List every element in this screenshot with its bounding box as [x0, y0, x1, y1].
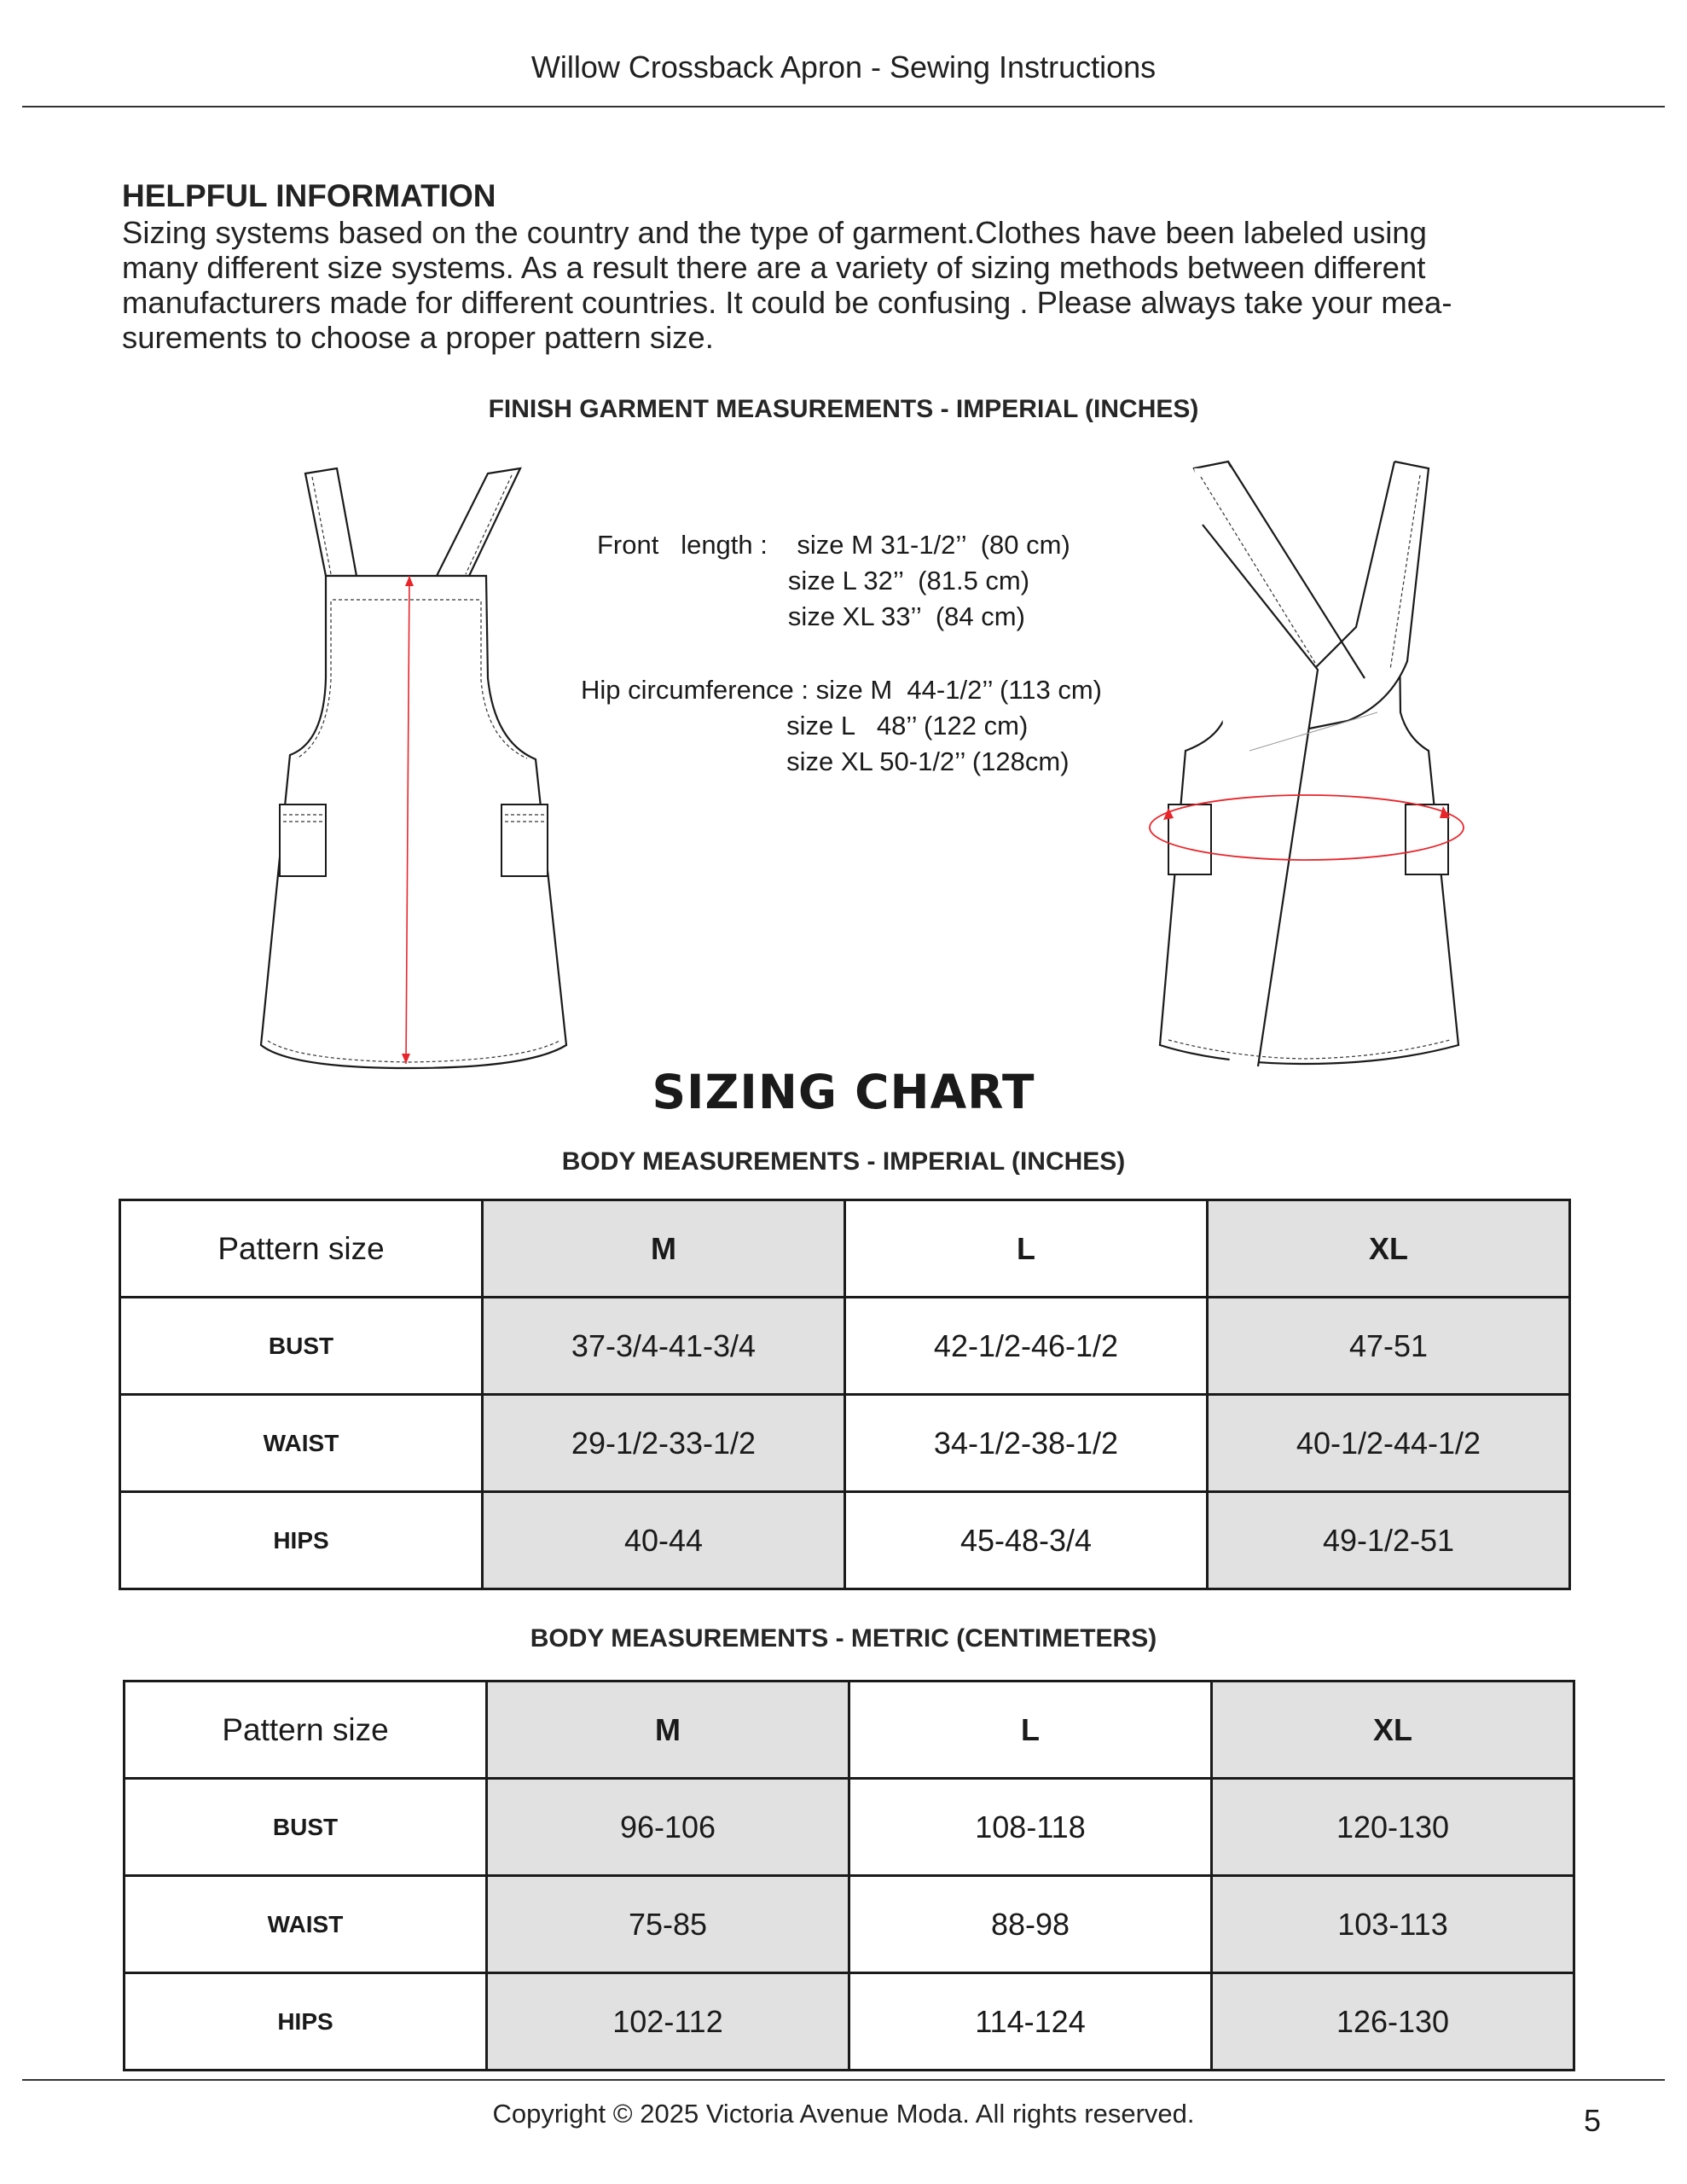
table-cell: 49-1/2-51 [1208, 1492, 1570, 1589]
document-header-title: Willow Crossback Apron - Sewing Instructions [530, 49, 1157, 84]
table-header-cell: M [483, 1200, 845, 1298]
table-cell: 47-51 [1208, 1298, 1570, 1395]
table-cell: 102-112 [487, 1973, 849, 2071]
table-cell: 34-1/2-38-1/2 [845, 1395, 1208, 1492]
table-header-cell: Pattern size [120, 1200, 483, 1298]
table-row-label: BUST [125, 1779, 487, 1876]
table-row-label: HIPS [125, 1973, 487, 2071]
footer-divider [22, 2079, 1665, 2081]
table-cell: 29-1/2-33-1/2 [483, 1395, 845, 1492]
table-cell: 108-118 [849, 1779, 1212, 1876]
back-apron-illustration [1134, 456, 1475, 1071]
metric-table-heading: BODY MEASUREMENTS - METRIC (CENTIMETERS) [530, 1624, 1157, 1653]
table-row [120, 1298, 1570, 1395]
copyright-footer: Copyright © 2025 Victoria Avenue Moda. All rights reserved. [492, 2099, 1195, 2129]
table-cell: 37-3/4-41-3/4 [483, 1298, 845, 1395]
table-cell: 114-124 [849, 1973, 1212, 2071]
table-cell: 126-130 [1212, 1973, 1574, 2071]
table-header-cell: L [845, 1200, 1208, 1298]
table-row [120, 1492, 1570, 1589]
table-cell: 88-98 [849, 1876, 1212, 1973]
table-cell: 120-130 [1212, 1779, 1574, 1876]
header-divider [22, 106, 1665, 107]
table-cell: 103-113 [1212, 1876, 1574, 1973]
front-length-measurements: Front length : size M 31-1/2’’ (80 cm) size L 32’’ (81.5 cm) size XL 33’’ (84 cm) [597, 530, 1070, 631]
table-row-label: WAIST [120, 1395, 483, 1492]
table-header-row [125, 1682, 1574, 1779]
front-apron-illustration [256, 456, 580, 1079]
table-header-row [120, 1200, 1570, 1298]
table-header-cell: L [849, 1682, 1212, 1779]
table-row-label: BUST [120, 1298, 483, 1395]
table-header-cell: Pattern size [125, 1682, 487, 1779]
table-row [125, 1876, 1574, 1973]
table-header-cell: XL [1208, 1200, 1570, 1298]
table-cell: 42-1/2-46-1/2 [845, 1298, 1208, 1395]
table-cell: 40-1/2-44-1/2 [1208, 1395, 1570, 1492]
table-row [125, 1973, 1574, 2071]
table-row-label: HIPS [120, 1492, 483, 1589]
table-header-cell: XL [1212, 1682, 1574, 1779]
table-cell: 96-106 [487, 1779, 849, 1876]
table-cell: 45-48-3/4 [845, 1492, 1208, 1589]
imperial-sizing-table [119, 1199, 1571, 1590]
helpful-body: Sizing systems based on the country and the type of garment.Clothes have been labeled using many different size systems. As a result there are a variety of sizing methods between different manufacturers made for different countries. It could be confusing . Please always take your mea- surements to choose a proper pattern size. [122, 215, 1452, 355]
table-cell: 75-85 [487, 1876, 849, 1973]
finish-measurements-heading: FINISH GARMENT MEASUREMENTS - IMPERIAL (INCHES) [488, 395, 1199, 423]
helpful-heading: HELPFUL INFORMATION [122, 178, 496, 213]
table-row-label: WAIST [125, 1876, 487, 1973]
table-row [120, 1395, 1570, 1492]
hip-circumference-measurements: Hip circumference : size M 44-1/2’’ (113 cm) size L 48’’ (122 cm) size XL 50-1/2’’ (128cm) [581, 675, 1103, 776]
metric-sizing-table [123, 1680, 1575, 2071]
table-row [125, 1779, 1574, 1876]
helpful-information-section [122, 177, 1572, 355]
imperial-table-heading: BODY MEASUREMENTS - IMPERIAL (INCHES) [561, 1147, 1126, 1176]
table-cell: 40-44 [483, 1492, 845, 1589]
page-number: 5 [1584, 2103, 1602, 2138]
sizing-chart-title: SIZING CHART [652, 1065, 1035, 1119]
table-header-cell: M [487, 1682, 849, 1779]
